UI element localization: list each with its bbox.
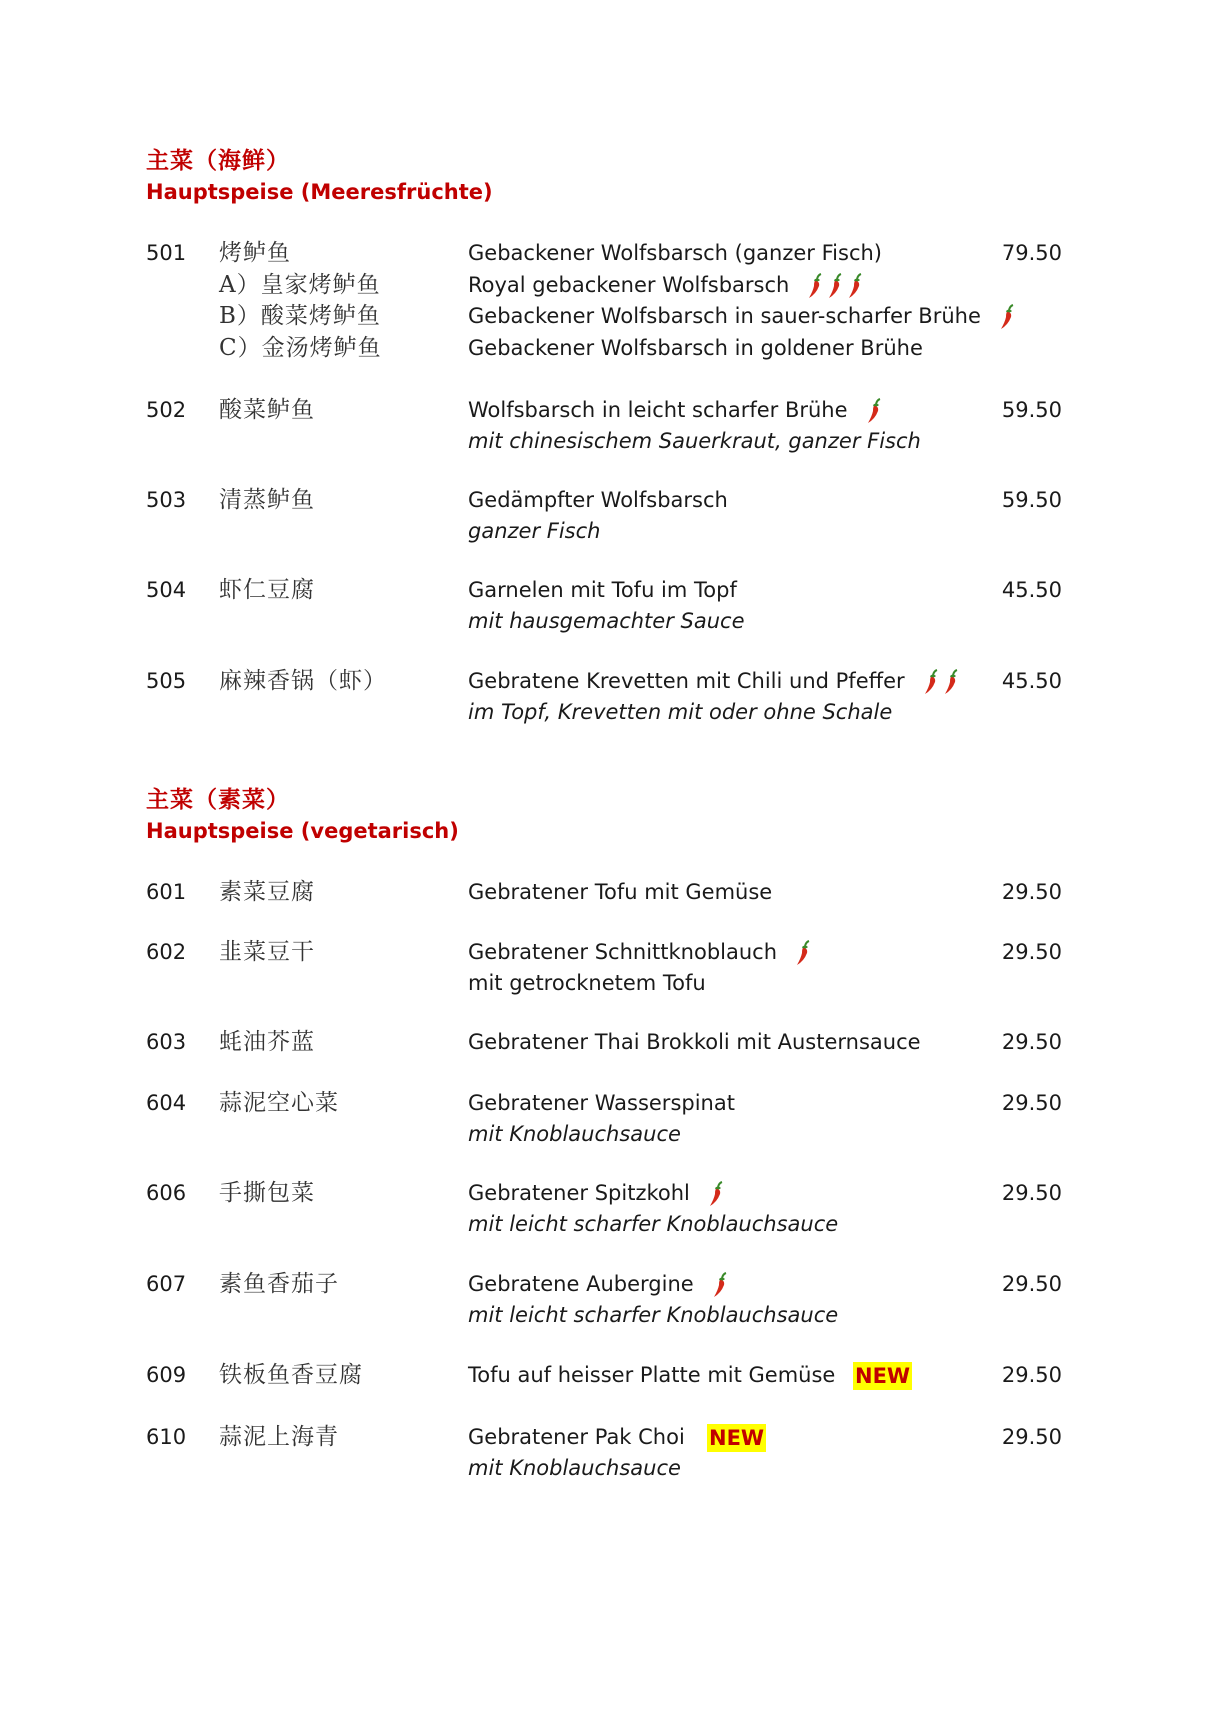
item-desc-line: Gedämpfter Wolfsbarsch [468, 488, 728, 512]
item-price: 45.50 [1001, 669, 1062, 693]
item-desc-de [468, 877, 772, 908]
item-desc-de [468, 575, 737, 606]
item-desc-sub [468, 1300, 838, 1331]
item-desc-sub [468, 968, 706, 999]
item-variant-de-b [468, 301, 1015, 332]
item-variant-zh-b: B）酸菜烤鲈鱼 [219, 303, 381, 329]
section-title-zh: 主菜（海鲜） [146, 147, 290, 174]
item-desc-line: Gebratener Tofu mit Gemüse [468, 880, 773, 904]
item-desc-line: Gebratene Aubergine [468, 1272, 694, 1296]
item-desc-line: Gebratene Krevetten mit Chili und Pfeffer [468, 669, 905, 693]
item-number: 505 [146, 669, 187, 693]
item-name-zh: 麻辣香锅（虾） [219, 668, 387, 694]
chili-pepper-icon [827, 273, 843, 299]
item-desc-italic: im Topf, Krevetten mit oder ohne Schale [468, 700, 893, 724]
item-name-zh: 蒜泥空心菜 [219, 1090, 339, 1116]
chili-pepper-icon [999, 304, 1015, 330]
item-desc-italic: mit Knoblauchsauce [468, 1456, 681, 1480]
item-price: 29.50 [1001, 1272, 1062, 1296]
item-desc-sub [468, 1453, 681, 1484]
item-desc-italic: mit hausgemachter Sauce [468, 609, 745, 633]
chili-pepper-icon [943, 669, 959, 695]
item-name-zh: 酸菜鲈鱼 [219, 397, 315, 423]
item-price: 45.50 [1001, 578, 1062, 602]
section-title-de: Hauptspeise (Meeresfrüchte) [146, 180, 493, 204]
item-desc-de [468, 395, 882, 426]
item-desc-sub [468, 1119, 681, 1150]
item-number: 601 [146, 880, 187, 904]
chili-pepper-icon [847, 273, 863, 299]
item-variant-zh-c: C）金汤烤鲈鱼 [219, 335, 382, 361]
item-desc-sub [468, 1209, 838, 1240]
item-number: 603 [146, 1030, 187, 1054]
item-desc-italic: mit leicht scharfer Knoblauchsauce [468, 1303, 839, 1327]
item-desc-italic: mit chinesischem Sauerkraut, ganzer Fisch [468, 429, 921, 453]
item-desc-de [468, 1422, 685, 1453]
item-price: 29.50 [1001, 1030, 1062, 1054]
item-number: 606 [146, 1181, 187, 1205]
item-name-zh: 铁板鱼香豆腐 [219, 1362, 363, 1388]
item-price: 59.50 [1001, 488, 1062, 512]
item-desc-de [468, 937, 811, 968]
item-name-zh: 手撕包菜 [219, 1180, 315, 1206]
item-desc-sub [468, 697, 892, 728]
item-desc-line: Gebratener Wasserspinat [468, 1091, 735, 1115]
item-price: 29.50 [1001, 1363, 1062, 1387]
chili-pepper-icon [866, 398, 882, 424]
item-desc-italic: mit leicht scharfer Knoblauchsauce [468, 1212, 839, 1236]
item-number: 604 [146, 1091, 187, 1115]
item-desc-line: Tofu auf heisser Platte mit Gemüse [468, 1363, 836, 1387]
new-badge: NEW [855, 1364, 911, 1388]
item-desc-italic: ganzer Fisch [468, 519, 601, 543]
item-desc-line: Gebackener Wolfsbarsch (ganzer Fisch) [468, 241, 882, 265]
item-price: 29.50 [1001, 940, 1062, 964]
item-desc-line: Gebackener Wolfsbarsch in sauer-scharfer Brühe [468, 304, 981, 328]
item-price: 29.50 [1001, 1181, 1062, 1205]
item-desc-line: Gebratener Spitzkohl [468, 1181, 690, 1205]
item-desc-line: Gebratener Pak Choi [468, 1425, 685, 1449]
item-desc-de [468, 1360, 835, 1391]
chili-pepper-icon [712, 1272, 728, 1298]
item-variant-zh-a: A）皇家烤鲈鱼 [219, 272, 381, 298]
section-vegetarian-heading [146, 785, 459, 847]
item-price: 29.50 [1001, 1091, 1062, 1115]
item-desc-de [468, 666, 959, 697]
item-desc-line: Gebratener Thai Brokkoli mit Austernsauce [468, 1030, 921, 1054]
item-name-zh: 清蒸鲈鱼 [219, 487, 315, 513]
item-desc-line: Gebackener Wolfsbarsch in goldener Brühe [468, 336, 923, 360]
item-desc-sub [468, 426, 921, 457]
item-variant-de-a [468, 270, 863, 301]
item-desc-line: Royal gebackener Wolfsbarsch [468, 273, 790, 297]
item-desc-line: Wolfsbarsch in leicht scharfer Brühe [468, 398, 848, 422]
item-desc-line: Garnelen mit Tofu im Topf [468, 578, 737, 602]
item-number: 607 [146, 1272, 187, 1296]
section-title-de: Hauptspeise (vegetarisch) [146, 819, 459, 843]
item-number: 609 [146, 1363, 187, 1387]
chili-pepper-icon [795, 940, 811, 966]
item-name-zh: 烤鲈鱼 [219, 240, 291, 266]
item-price: 29.50 [1001, 1425, 1062, 1449]
item-desc-de [468, 238, 882, 269]
item-desc-de [468, 485, 728, 516]
item-desc-sub [468, 516, 600, 547]
item-desc-de [468, 1269, 728, 1300]
section-seafood-heading [146, 146, 493, 208]
new-badge: NEW [709, 1426, 765, 1450]
item-number: 602 [146, 940, 187, 964]
item-name-zh: 虾仁豆腐 [219, 577, 315, 603]
item-number: 502 [146, 398, 187, 422]
item-desc-plain: mit getrocknetem Tofu [468, 971, 706, 995]
item-name-zh: 蒜泥上海青 [219, 1424, 339, 1450]
item-variant-de-c [468, 333, 923, 364]
item-number: 610 [146, 1425, 187, 1449]
item-number: 503 [146, 488, 187, 512]
item-desc-line: Gebratener Schnittknoblauch [468, 940, 778, 964]
item-name-zh: 韭菜豆干 [219, 939, 315, 965]
item-number: 504 [146, 578, 187, 602]
chili-pepper-icon [923, 669, 939, 695]
item-desc-italic: mit Knoblauchsauce [468, 1122, 681, 1146]
item-name-zh: 素菜豆腐 [219, 879, 315, 905]
item-desc-sub [468, 606, 745, 637]
item-price: 59.50 [1001, 398, 1062, 422]
item-price: 79.50 [1001, 241, 1062, 265]
item-number: 501 [146, 241, 187, 265]
chili-pepper-icon [708, 1181, 724, 1207]
item-desc-de [468, 1027, 921, 1058]
item-name-zh: 素鱼香茄子 [219, 1271, 339, 1297]
section-title-zh: 主菜（素菜） [146, 786, 290, 813]
item-desc-de [468, 1178, 724, 1209]
item-name-zh: 蚝油芥蓝 [219, 1029, 315, 1055]
item-desc-de [468, 1088, 735, 1119]
item-price: 29.50 [1001, 880, 1062, 904]
chili-pepper-icon [807, 273, 823, 299]
